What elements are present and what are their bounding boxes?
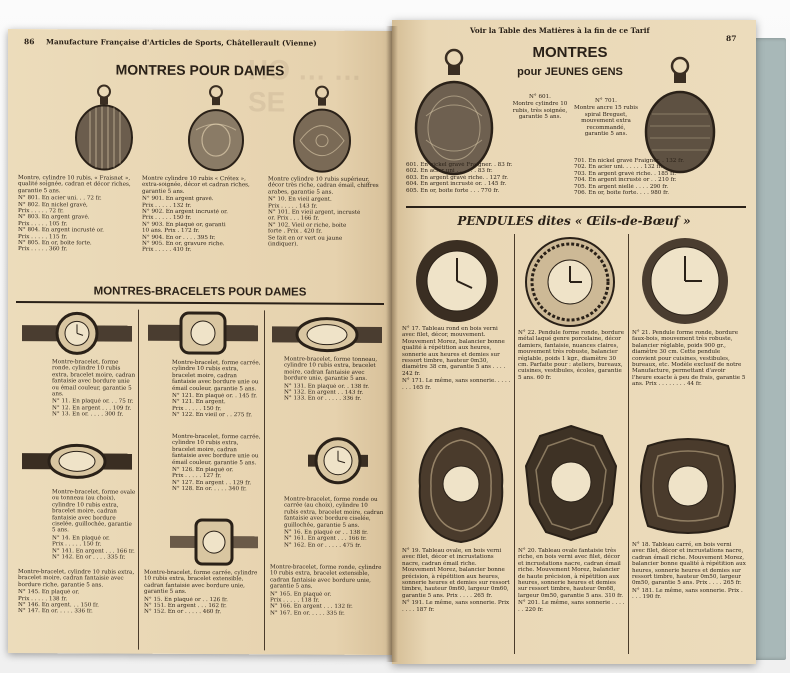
price-line: N° 802. En nickel gravé, — [18, 201, 88, 209]
price-line: Prix . . . . . 410 fr. — [142, 247, 192, 254]
bracelet-165-entry — [270, 564, 384, 617]
clock-22-entry — [518, 330, 626, 382]
price-line: N° 803. En argent gravé. — [18, 214, 90, 221]
pocket-watch-601-icon — [412, 46, 496, 178]
price-line: N° 151. En argent . . . 162 fr. — [144, 602, 227, 610]
bracelet-watch-square-extensible-icon — [168, 516, 260, 568]
price-line: N° 14. En plaqué or. — [52, 535, 110, 542]
watch-901-description: Montre cylindre 10 rubis « Crétex », extra-soignée, décor et cadran riches, garantie 5 ans. — [142, 175, 250, 195]
watch-701-number: N° 701. — [595, 98, 617, 104]
pocket-watch-10-icon — [290, 82, 354, 176]
price-line: 605. En or, boîte forte . . . 770 fr. — [406, 187, 500, 194]
watch-701-entry — [574, 98, 638, 138]
watch-601-entry — [510, 94, 570, 122]
pendules-title: PENDULES dites « Œils-de-Bœuf » — [457, 214, 691, 228]
price-line: Prix . . . . . 127 fr. — [172, 473, 222, 480]
price-line: N° 165. En plaqué or. — [270, 590, 332, 598]
bracelet-watch-tonneau-icon — [270, 314, 384, 355]
price-line: N° 904. En or . . . . 395 fr. — [142, 234, 216, 241]
bracelet-description: Montre-bracelet, forme carrée, cylindre 10 rubis extra, bracelet moire, cadran fantaisie avec bordure unie ou émail couleur, garantie 5 ans. — [172, 433, 261, 466]
price-line: N° 15. En plaqué or . . 126 fr. — [144, 596, 228, 603]
price-line: N° 10. En vieil argent. — [268, 196, 332, 203]
price-line: N° 101. En vieil argent, incrusté — [268, 209, 361, 216]
clock-21-icon — [640, 236, 730, 326]
price-line: N° 161. En argent . . . 166 fr. — [284, 535, 367, 543]
price-line: N° 132. En argent . . 143 fr. — [284, 389, 364, 396]
price-line: N° 804. En argent incrusté or. — [18, 227, 104, 234]
price-line: (indiquer). — [268, 241, 299, 248]
price-line: N° 142. En or . . . . 335 fr. — [52, 554, 126, 561]
price-line: N° 805. En or, boîte forte. — [18, 240, 92, 247]
price-line: N° 902. En argent incrusté or. — [142, 208, 228, 216]
price-line: Prix . . . . . 360 fr. — [18, 246, 68, 253]
left-page — [8, 29, 392, 655]
price-line: N° 152. En or . . . . . 460 fr. — [144, 609, 222, 616]
clock-18-icon — [638, 436, 738, 536]
bracelet-description: Montre-bracelet, forme carrée, cylindre 10 rubis extra, bracelet extensible, cadran fantaisie avec bordure unie, garantie 5 ans. — [144, 569, 258, 596]
price-line: N° 13. En or. . . . . 300 fr. — [52, 411, 124, 418]
clock-18-entry — [632, 542, 746, 602]
bracelet-description: Montre-bracelet, forme ovale ou tonneau (au choix), cylindre 10 rubis extra, bracelet moire, cadran fantaisie avec bordure ciselée, guillochée, garantie 5 ans. — [52, 489, 136, 534]
montres-title: MONTRES — [532, 44, 608, 61]
watch-801-entry — [18, 175, 136, 253]
right-page-header: Voir la Table des Matières à la fin de ce Tarif — [470, 26, 650, 35]
pocket-watch-901-icon — [184, 82, 248, 176]
bracelet-watch-oval-icon — [20, 441, 134, 482]
price-line: forte . Prix . 420 fr. — [268, 228, 323, 235]
price-line: N° 905. En or, gravure riche. — [142, 240, 225, 248]
bracelet-13-entry — [284, 356, 384, 402]
pocket-watch-801-icon — [72, 81, 136, 175]
price-line: N° 121. En plaqué or. . 145 fr. — [172, 392, 258, 400]
section-divider — [406, 206, 746, 208]
clock-19-entry — [402, 548, 512, 614]
watch-601-number: N° 601. — [529, 94, 551, 100]
bracelet-description: Montre-bracelet, forme tonneau, cylindre 10 rubis extra, bracelet moire, cadran fantaisie avec bordure unie, garantie 5 ans. — [284, 356, 378, 383]
bracelet-145-entry — [18, 569, 136, 615]
price-line: N° 801. En acier uni. . . 72 fr. — [18, 195, 102, 202]
clock-21-entry — [632, 330, 746, 389]
price-line: N° 146. En argent. . . 150 fr. — [18, 602, 99, 609]
clock-17-icon — [414, 238, 500, 324]
clock-19-icon — [416, 426, 506, 544]
watch-701-prices — [574, 158, 744, 196]
price-line: 603. En argent gravé riche. . 127 fr. — [406, 174, 509, 181]
bracelet-16-entry — [284, 496, 384, 549]
price-line: 604. En argent incrusté or. . 145 fr. — [406, 181, 507, 188]
price-line: N° 166. En argent . . . 132 fr. — [270, 603, 353, 611]
clock-variant: N° 201. Le même, sans sonnerie . . . . . . 220 fr. — [518, 600, 625, 613]
watch-601-prices — [406, 162, 568, 194]
clock-20-entry — [518, 548, 626, 614]
price-line: N° 121. En argent. — [172, 399, 226, 406]
price-line: 704. En argent incrusté or . . 210 fr. — [574, 177, 677, 184]
price-line: N° 16. En plaqué or . . 138 fr. — [284, 529, 368, 536]
bracelet-14-entry — [52, 489, 136, 561]
section-divider — [16, 301, 384, 305]
bracelet-126-entry — [172, 434, 262, 493]
price-line: Prix . . . . . 72 fr. — [18, 208, 64, 215]
montres-subtitle: pour JEUNES GENS — [517, 66, 623, 78]
price-line: N° 145. En plaqué or. — [18, 589, 80, 596]
price-line: Prix . . . . . 118 fr. — [270, 597, 320, 604]
section-title-bracelets: MONTRES-BRACELETS POUR DAMES — [93, 285, 307, 299]
price-line: 705. En argent niellé . . . . 290 fr. — [574, 183, 669, 190]
watch-901-entry — [142, 176, 260, 254]
price-line: N° 128. En or. . . . . 340 fr. — [172, 486, 247, 493]
price-line: N° 127. En argent . . 129 fr. — [172, 479, 252, 487]
clock-description: N° 22. Pendule forme ronde, bordure métal laqué genre porcelaine, décor damiers, fantaisie, nuances claires, mouvement très robuste, balancier réglable, poids 1 kgr., diamètre 30 cm. Parfaite pour : ateliers, bureaux, cuisines, vestibules, écoles, garantie 5 ans. 60 fr. — [518, 330, 625, 381]
price-line: N° 141. En argent . . . 166 fr. — [52, 547, 135, 555]
clock-description: N° 21. Pendule forme ronde, bordure faux-bois, mouvement très robuste, balancier réglable, poids 900 gr., diamètre 30 cm. Cette pendule convient pour cuisines, vestibules, bureaux, etc. Modèle exclusif de notre Manufacture, permettant d'avoir l'heure exacte à peu de frais, garantie 5 ans. Prix . . . . . . . . 44 fr. — [632, 330, 746, 388]
price-line: 10 ans. Prix . 172 fr. — [142, 227, 200, 235]
left-page-number: 86 — [24, 37, 35, 47]
bracelet-description: Montre-bracelet, forme carrée, cylindre 10 rubis extra, bracelet moire, cadran fantaisie avec bordure unie ou émail couleur, garantie 5 ans. — [172, 359, 261, 392]
price-line: N° 131. En plaqué or. . 138 fr. — [284, 383, 370, 390]
price-line: N° 901. En argent gravé. — [142, 195, 214, 203]
price-line: Prix . . . . . 143 fr. — [268, 202, 318, 210]
price-line: Prix . . . . . 132 fr. — [142, 202, 192, 209]
clock-description: N° 18. Tableau carré, en bois verni avec filet, décor et incrustations nacre, cadran émail riche. Mouvement Morez, balancier bonne qualité à répétition aux heures, sonnerie heures et demies sur ressort timbre, hauteur 0m50, largeur 0m50, garantie 5 ans. Prix . . . . 265 fr. — [632, 542, 746, 587]
price-line: 703. En argent gravé riche. . 185 fr. — [574, 170, 677, 177]
clock-22-icon — [524, 236, 616, 328]
watch-10-entry — [268, 176, 384, 248]
price-line: 701. En nickel gravé Fraigner. . 132 fr. — [574, 158, 685, 164]
price-line: N° 133. En or . . . . . 336 fr. — [284, 395, 362, 403]
price-line: N° 122. En vieil or . . 275 fr. — [172, 412, 253, 419]
clock-variant: N° 171. Le même, sans sonnerie. . . . . . . . 165 fr. — [402, 378, 511, 391]
watch-801-description: Montre, cylindre 10 rubis, « Fraisnet », qualité soignée, cadran et décor riches, garantie 5 ans. — [18, 175, 131, 195]
clock-20-icon — [522, 424, 620, 542]
right-page — [392, 20, 756, 664]
book-gutter — [386, 26, 398, 662]
watch-601-description: Montre cylindre 10 rubis, très soignée, garantie 5 ans. — [512, 101, 568, 121]
column-rule — [264, 310, 265, 650]
column-rule — [514, 234, 515, 654]
bracelet-description: Montre-bracelet, forme ronde, cylindre 10 rubis extra, bracelet extensible, cadran fantaisie avec bordure unie, garantie 5 ans. — [270, 564, 382, 590]
bracelet-description: Montre-bracelet, cylindre 10 rubis extra, bracelet moire, cadran fantaisie avec bordure riche, garantie 5 ans. — [18, 569, 135, 589]
column-rule — [138, 310, 139, 650]
bracelet-15-entry — [144, 570, 262, 616]
price-line: Se fait en or vert ou jaune — [268, 235, 343, 242]
clock-description: N° 20. Tableau ovale fantaisie très riche, en bois verni avec filet, décor et incrustations nacre, cadran émail riche. Mouvement Morez, balancier de haute précision, à répétition aux heures, sonnerie heures et demies sur ressort timbre, hauteur 0m68, largeur 0m50, garantie 5 ans. 310 fr. — [518, 548, 623, 599]
bracelet-description: Montre-bracelet, forme ronde ou carrée (au choix), cylindre 10 rubis extra, bracelet moire, cadran fantaisie avec bordure ciselée, guillochée, garantie 5 ans. — [284, 496, 384, 529]
clock-description: N° 19. Tableau ovale, en bois verni avec filet, décor et incrustations nacre, cadran émail riche. Mouvement Morez, balancier bonne précision, à répétition aux heures, sonnerie heures et demies sur ressort timbre, hauteur 0m60, largeur 0m60, garantie 5 ans. Prix . . . . 265 fr. — [402, 548, 510, 599]
price-line: Prix . . . . . 138 fr. — [18, 595, 68, 602]
right-page-number: 87 — [726, 34, 737, 43]
clock-description: N° 17. Tableau rond en bois verni avec filet, décor, mouvement. Mouvement Morez, balancier bonne qualité à répétition aux heures, sonnerie aux heures et demies sur ressort timbre, hauteur 0m30, diamètre 38 cm, garantie 5 ans . . . . 242 fr. — [402, 326, 506, 377]
bleed-through-text: HO … … SE — [248, 54, 362, 118]
bracelet-watch-square-icon — [146, 310, 260, 357]
price-line: 702. En acier uni. . . . . . 132 fr. — [574, 164, 663, 171]
bracelet-12-entry — [172, 360, 262, 419]
bracelet-watch-round-icon — [20, 311, 134, 356]
price-line: Prix . . . . . 105 fr. — [18, 220, 68, 228]
price-line: N° 167. En or. . . . . 335 fr. — [270, 610, 345, 617]
price-line: N° 147. En or. . . . . 336 fr. — [18, 608, 93, 615]
price-line: N° 102. Vieil or riche, boîte — [268, 222, 347, 229]
price-line: 601. En nickel gravé Fraigner. . 83 fr. — [406, 162, 513, 168]
price-line: Prix . . . . . 115 fr. — [18, 233, 68, 240]
bracelet-description: Montre-bracelet, forme ronde, cylindre 10 rubis extra, bracelet moire, cadran fantaisie avec bordure unie ou émail couleur, garantie 5 ans. — [52, 359, 136, 398]
price-line: N° 11. En plaqué or. . . 75 fr. — [52, 398, 134, 406]
price-line: N° 12. En argent . . . 109 fr. — [52, 405, 132, 412]
section-title-dames: MONTRES POUR DAMES — [115, 61, 285, 79]
price-line: Prix . . . . . 150 fr. — [172, 405, 222, 412]
bracelet-watch-round-2-icon — [306, 431, 370, 495]
watch-10-description: Montre cylindre 10 rubis supérieur, décor très riche, cadran émail, chiffres arabes, garantie 5 ans. — [268, 176, 379, 196]
price-line: or. Prix . . . 166 fr. — [268, 215, 320, 223]
clock-variant: N° 191. Le même, sans sonnerie. Prix . . . . 187 fr. — [402, 600, 510, 613]
price-line: N° 126. En plaqué or. — [172, 466, 234, 474]
price-line: Prix . . . . . 150 fr. — [52, 541, 102, 548]
price-line: N° 903. En plaqué or, garanti — [142, 221, 226, 228]
price-line: N° 162. En or . . . . . 475 fr. — [284, 542, 362, 549]
clock-variant: N° 181. Le même, sans sonnerie. Prix . . . . 190 fr. — [632, 587, 743, 601]
watch-701-description: Montre ancre 15 rubis spiral Breguet, mouvement extra recommandé, garantie 5 ans. — [574, 105, 638, 138]
left-page-header: Manufacture Française d'Articles de Sports, Châtellerault (Vienne) — [46, 37, 317, 48]
price-line: 706. En or, boîte forte. . . . 980 fr. — [574, 190, 670, 197]
bracelet-11-entry — [52, 359, 136, 418]
clock-17-entry — [402, 326, 512, 392]
price-line: Prix . . . . . 150 fr. — [142, 215, 192, 222]
column-rule — [628, 234, 629, 654]
price-line: 602. En acier uni . . . . . . 83 fr. — [406, 168, 493, 175]
